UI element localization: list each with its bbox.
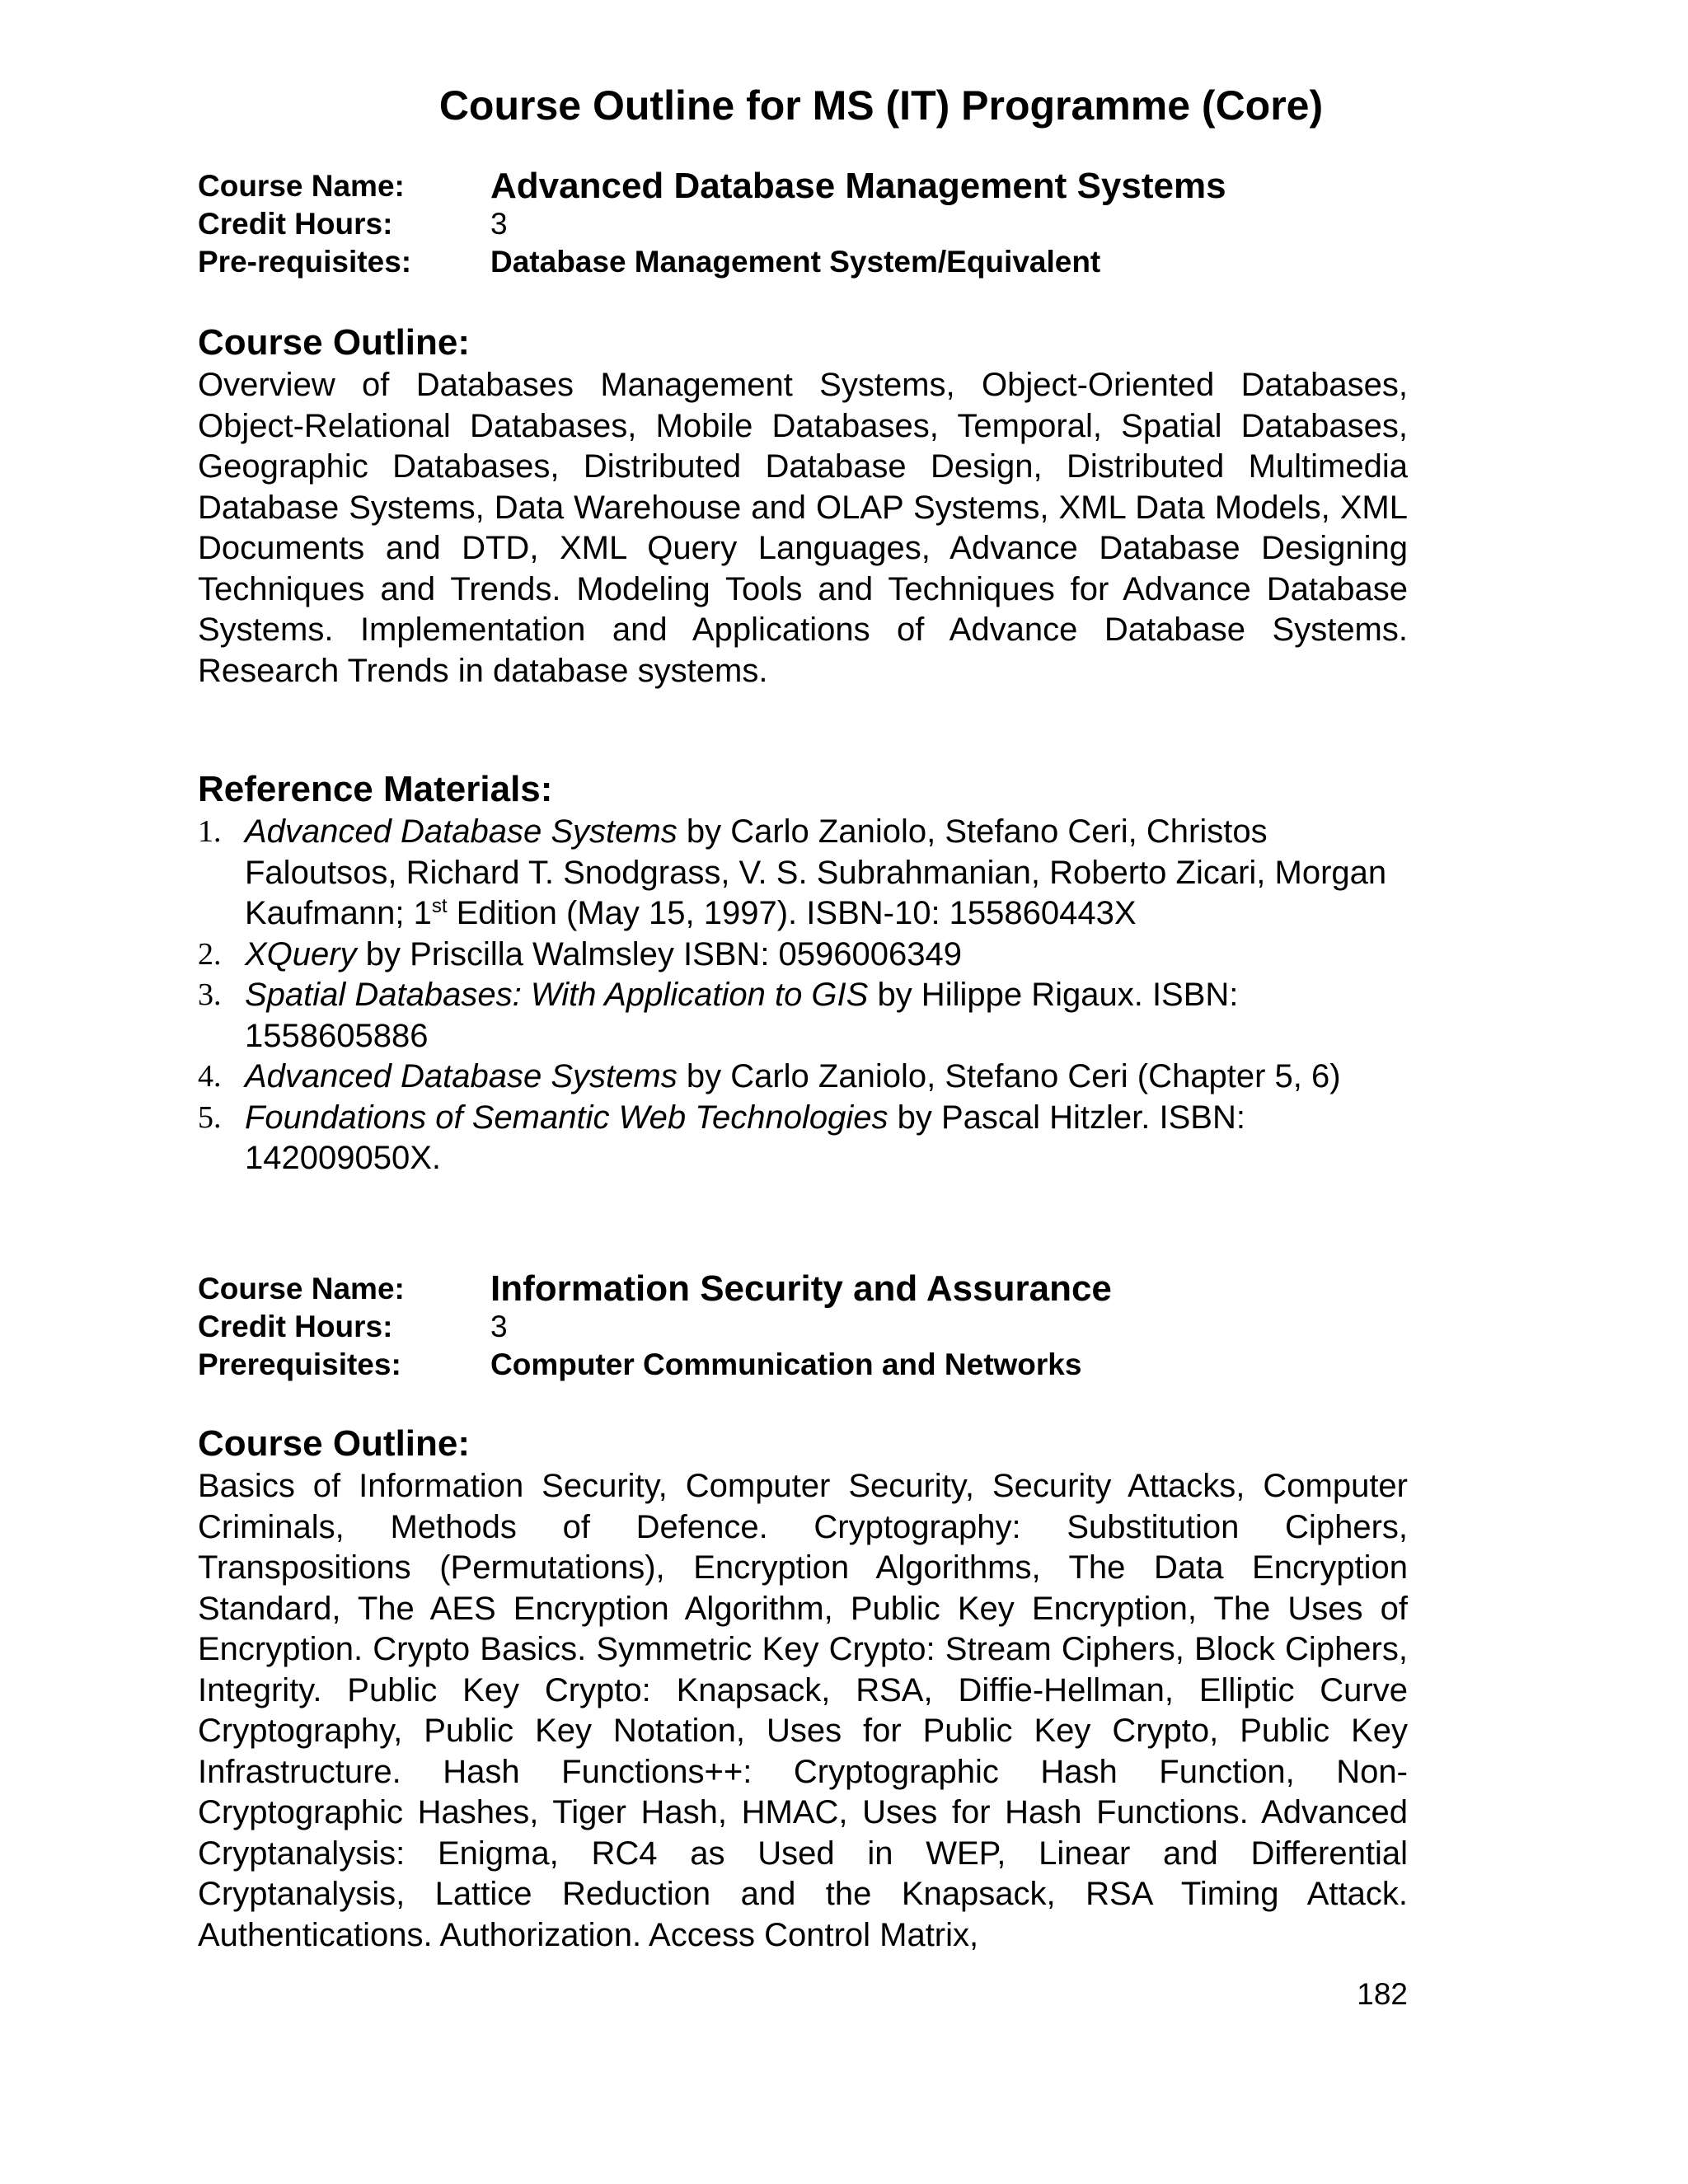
course1-credit-row <box>198 205 1409 243</box>
course1-name-row <box>198 167 1409 205</box>
course1-meta <box>198 167 1409 281</box>
course-name: Information Security and Assurance <box>490 1268 1112 1309</box>
reference-title: Advanced Database Systems <box>245 813 678 850</box>
reference-item <box>198 1057 1409 1098</box>
reference-number: 3. <box>198 977 222 1012</box>
credit-hours-label: Credit Hours: <box>198 1310 393 1343</box>
reference-item <box>198 1098 1409 1179</box>
reference-details: by Hilippe Rigaux. ISBN: 1558605886 <box>245 977 1239 1054</box>
course2-prereq-row <box>198 1346 1409 1384</box>
course1-outline-text: Overview of Databases Management Systems, Object-Oriented Databases, Object-Relational Databases, Mobile Databases, Temporal, Spatial Databases, Geographic Databases, Distributed Database Design, Distributed Multimedia Database Systems, Data Warehouse and OLAP Systems, XML Data Models, XML Documents and DTD, XML Query Languages, Advance Database Designing Techniques and Trends. Modeling Tools and Techniques for Advance Database Systems. Implementation and Applications of Advance Database Systems. Research Trends in database systems. <box>198 367 1408 689</box>
course2-outline-text: Basics of Information Security, Computer Security, Security Attacks, Computer Criminals, Methods of Defence. Cryptography: Substitution Ciphers, Transpositions (Permutations), Encryption Algorithms, The Data Encryption Standard, The AES Encryption Algorithm, Public Key Encryption, The Uses of Encryption. Crypto Basics. Symmetric Key Crypto: Stream Ciphers, Block Ciphers, Integrity. Public Key Crypto: Knapsack, RSA, Diffie-Hellman, Elliptic Curve Cryptography, Public Key Notation, Uses for Public Key Crypto, Public Key Infrastructure. Hash Functions++: Cryptographic Hash Function, Non-Cryptographic Hashes, Tiger Hash, HMAC, Uses for Hash Functions. Advanced Cryptanalysis: Enigma, RC4 as Used in WEP, Linear and Differential Cryptanalysis, Lattice Reduction and the Knapsack, RSA Timing Attack. Authentications. Authorization. Access Control Matrix, <box>198 1468 1408 1953</box>
reference-item <box>198 935 1409 976</box>
reference-number: 1. <box>198 814 222 849</box>
reference-number: 5. <box>198 1099 222 1135</box>
course-name-label: Course Name: <box>198 169 405 203</box>
credit-hours-value: 3 <box>490 1310 508 1343</box>
ordinal-suffix: st <box>431 895 448 917</box>
reference-item <box>198 812 1409 935</box>
reference-title: Advanced Database Systems <box>245 1058 678 1094</box>
reference-materials-heading: Reference Materials: <box>198 769 553 809</box>
page-number: 182 <box>1357 1977 1408 2011</box>
prerequisites-label: Prerequisites: <box>198 1347 401 1381</box>
reference-item <box>198 975 1409 1057</box>
page-title: Course Outline for MS (IT) Programme (Core) <box>438 82 1324 129</box>
course-name-label: Course Name: <box>198 1272 405 1305</box>
prerequisites-value: Computer Communication and Networks <box>490 1347 1082 1381</box>
reference-title: XQuery <box>245 935 357 972</box>
reference-details: by Pascal Hitzler. ISBN: 142009050X. <box>245 1099 1245 1176</box>
course-name: Advanced Database Management Systems <box>490 166 1226 206</box>
course2-name-row <box>198 1270 1409 1308</box>
reference-list <box>198 812 1409 1179</box>
reference-details: by Carlo Zaniolo, Stefano Ceri, Christos Faloutsos, Richard T. Snodgrass, V. S. Subrahmanian, Roberto Zicari, Morgan Kaufmann; 1 <box>245 813 1387 931</box>
course2-outline-heading: Course Outline: <box>198 1423 471 1464</box>
prerequisites-label: Pre-requisites: <box>198 245 412 279</box>
prerequisites-value: Database Management System/Equivalent <box>490 245 1101 279</box>
course2-meta <box>198 1270 1409 1384</box>
credit-hours-label: Credit Hours: <box>198 207 393 241</box>
course2-credit-row <box>198 1308 1409 1346</box>
reference-number: 4. <box>198 1059 222 1094</box>
reference-title: Foundations of Semantic Web Technologies <box>245 1099 889 1136</box>
reference-details: by Carlo Zaniolo, Stefano Ceri (Chapter 5, 6) <box>677 1058 1341 1094</box>
credit-hours-value: 3 <box>490 207 508 241</box>
course1-outline-heading: Course Outline: <box>198 322 471 363</box>
reference-edition: Edition (May 15, 1997). ISBN-10: 155860443X <box>447 895 1137 931</box>
reference-title: Spatial Databases: With Application to GIS <box>245 977 869 1013</box>
course1-prereq-row <box>198 243 1409 281</box>
reference-number: 2. <box>198 936 222 972</box>
reference-details: by Priscilla Walmsley ISBN: 0596006349 <box>356 935 963 972</box>
